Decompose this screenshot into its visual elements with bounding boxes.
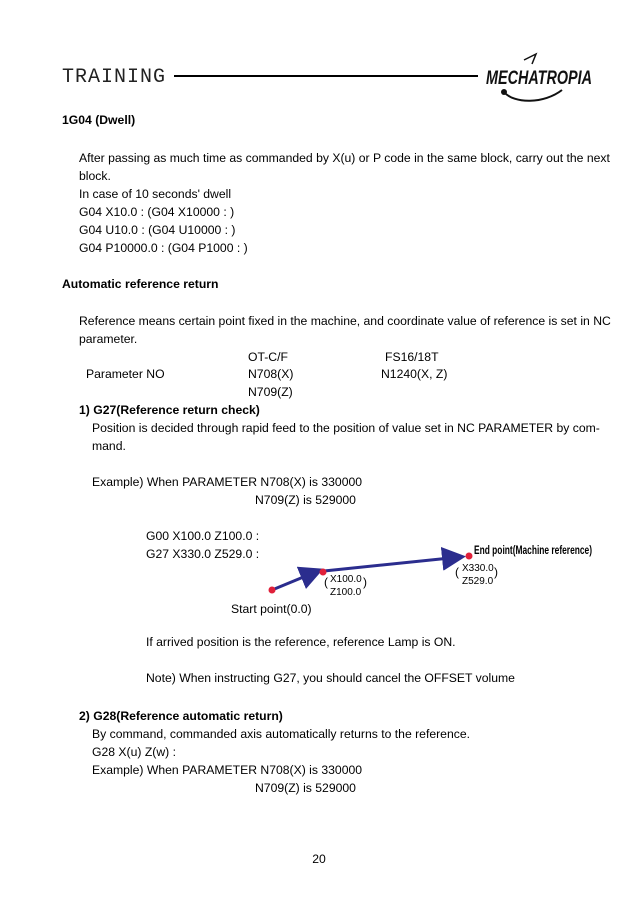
logo-text: MECHATROPIA: [486, 68, 592, 89]
table-fs-value: N1240(X, Z): [381, 367, 448, 381]
end-x-label: X330.0: [462, 563, 494, 574]
table-otcf-x: N708(X): [248, 367, 294, 381]
g04-code3: G04 P10000.0 : (G04 P1000 : ): [79, 241, 248, 255]
g27-example1: Example) When PARAMETER N708(X) is 330000: [92, 475, 363, 489]
g27-note1: If arrived position is the reference, reference Lamp is ON.: [146, 635, 456, 649]
g04-line2: block.: [79, 169, 111, 183]
table-col-fs: FS16/18T: [385, 350, 439, 364]
g28-line1: By command, commanded axis automatically returns to the reference.: [92, 727, 470, 741]
mid-paren-close: ): [363, 575, 367, 589]
header-title: TRAINING: [62, 66, 167, 89]
g27-example2: N709(Z) is 529000: [255, 493, 356, 507]
table-row-label: Parameter NO: [86, 367, 165, 381]
g28-example2: N709(Z) is 529000: [255, 781, 356, 795]
mid-x-label: X100.0: [330, 574, 362, 585]
start-point-label: Start point(0.0): [231, 602, 312, 616]
table-col-otcf: OT-C/F: [248, 350, 288, 364]
g27-line2: mand.: [92, 439, 126, 453]
mid-paren-open: (: [324, 575, 328, 589]
mechatropia-logo: [484, 54, 596, 106]
end-paren-close: ): [494, 565, 498, 579]
path-segment-start-to-mid: [272, 571, 318, 590]
g28-line2: G28 X(u) Z(w) :: [92, 745, 176, 759]
g27-line1: Position is decided through rapid feed to the position of value set in NC PARAMETER by com-: [92, 421, 600, 435]
header-rule: [174, 75, 478, 77]
g27-heading: 1) G27(Reference return check): [79, 403, 260, 417]
g04-line1: After passing as much time as commanded by X(u) or P code in the same block, carry out the next: [79, 151, 610, 165]
g04-line3: In case of 10 seconds' dwell: [79, 187, 232, 201]
g27-note2: Note) When instructing G27, you should cancel the OFFSET volume: [146, 671, 515, 685]
g28-example1: Example) When PARAMETER N708(X) is 330000: [92, 763, 363, 777]
mid-z-label: Z100.0: [330, 587, 362, 598]
g04-code2: G04 U10.0 : (G04 U10000 : ): [79, 223, 236, 237]
ref-line2: parameter.: [79, 332, 138, 346]
g28-heading: 2) G28(Reference automatic return): [79, 709, 283, 723]
g04-code1: G04 X10.0 : (G04 X10000 : ): [79, 205, 235, 219]
g04-heading: 1G04 (Dwell): [62, 113, 136, 127]
table-otcf-z: N709(Z): [248, 385, 293, 399]
g27-code2: G27 X330.0 Z529.0 :: [146, 547, 260, 561]
ref-heading: Automatic reference return: [62, 277, 219, 291]
start-point-dot: [269, 587, 276, 594]
path-segment-mid-to-end: [324, 557, 460, 571]
end-point-label: End point(Machine reference): [474, 545, 593, 557]
end-z-label: Z529.0: [462, 576, 494, 587]
page-number: 20: [312, 852, 326, 866]
end-point-dot: [466, 553, 473, 560]
ref-line1: Reference means certain point fixed in the machine, and coordinate value of reference is set in NC: [79, 314, 611, 328]
g27-code1: G00 X100.0 Z100.0 :: [146, 529, 260, 543]
end-paren-open: (: [455, 565, 459, 579]
